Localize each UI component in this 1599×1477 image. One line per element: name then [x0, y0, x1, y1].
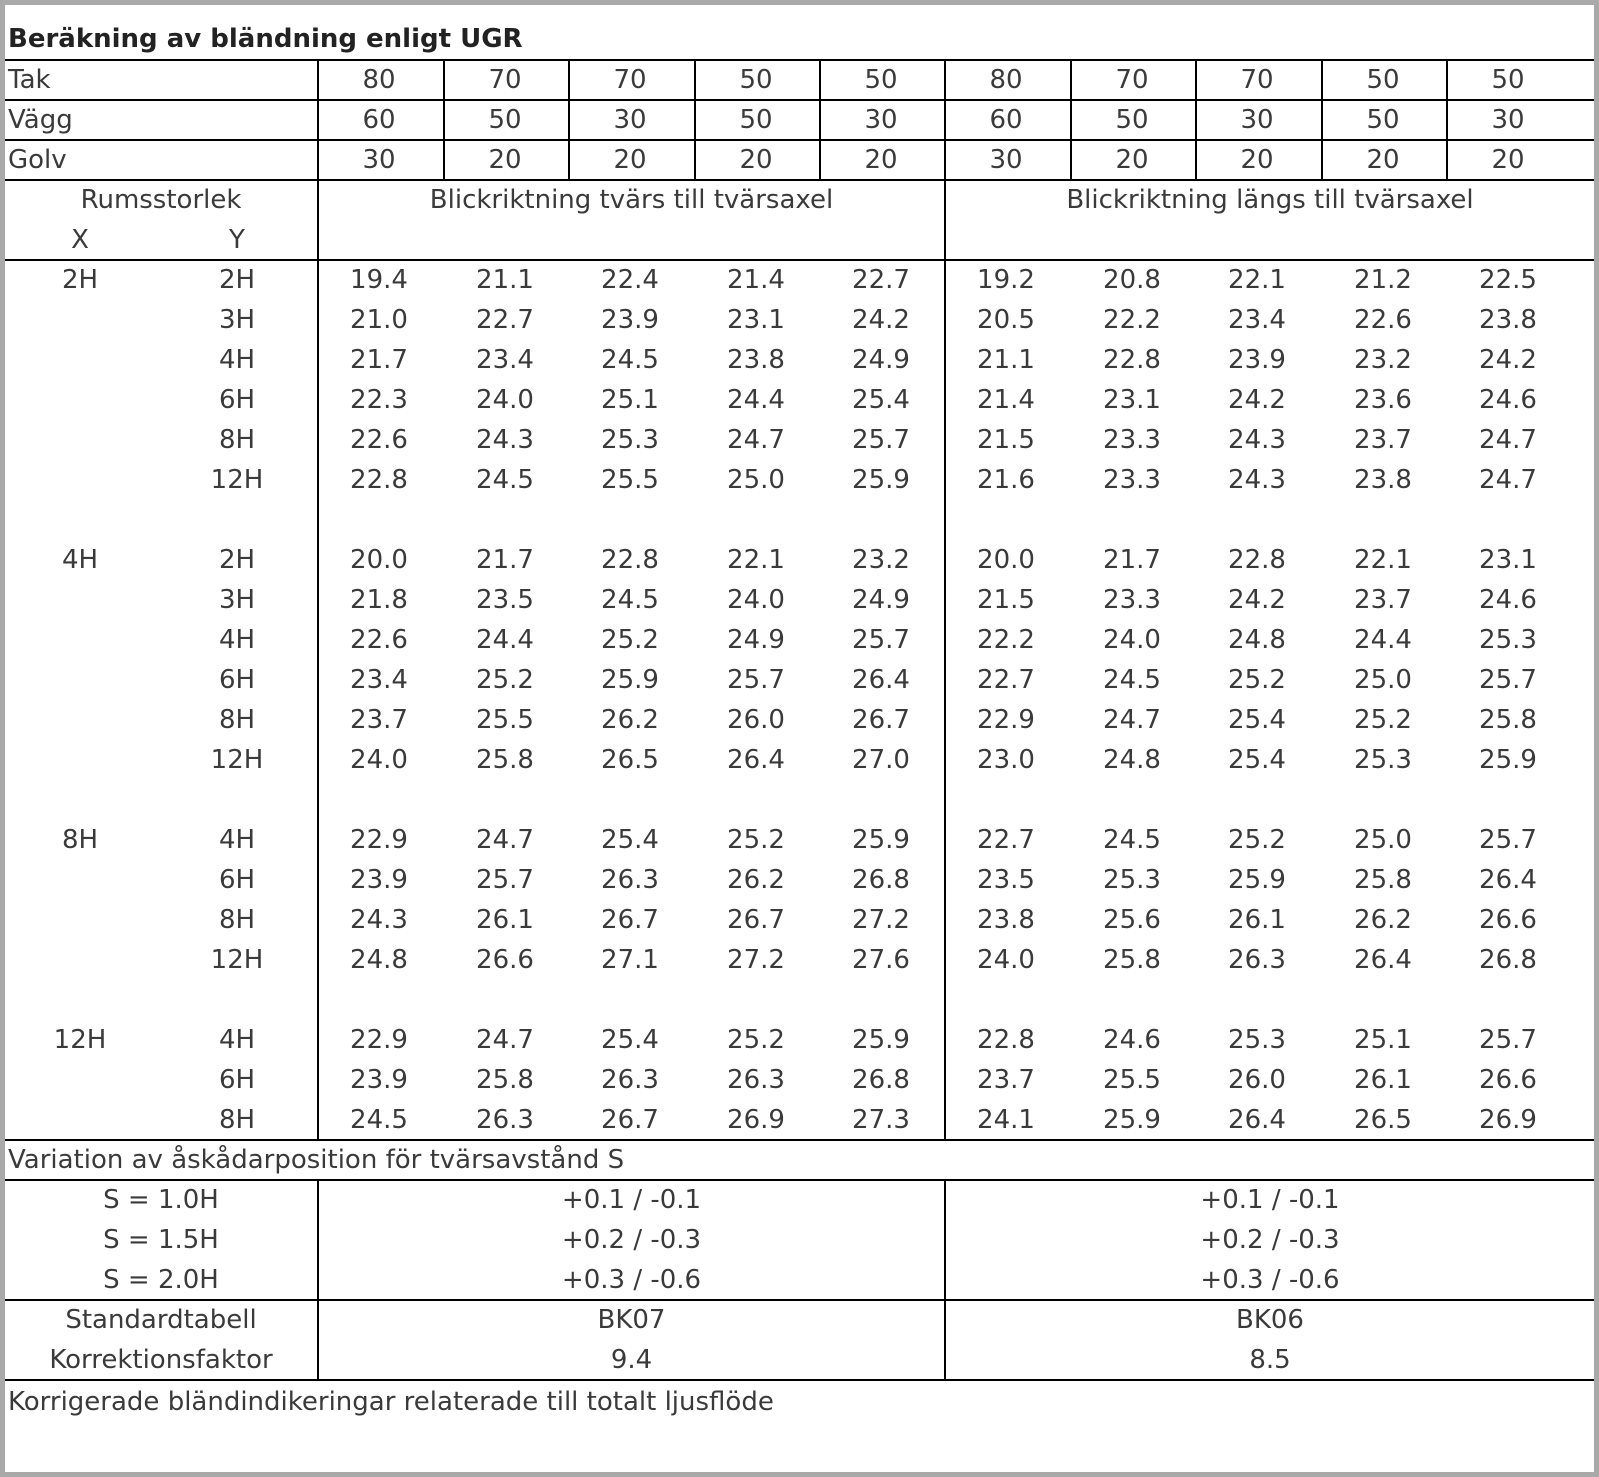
ugr-value: 24.5: [601, 345, 659, 375]
ugr-value: 24.9: [852, 345, 910, 375]
ugr-value: 19.2: [977, 265, 1035, 295]
reflectance-value: 20: [613, 145, 647, 175]
variation-value-along: +0.2 / -0.3: [1200, 1225, 1340, 1255]
ugr-value: 26.4: [727, 745, 785, 775]
ugr-value: 25.5: [476, 705, 534, 735]
ugr-value: 21.7: [476, 545, 534, 575]
ugr-value: 27.0: [852, 745, 910, 775]
direction-header-across: Blickriktning tvärs till tvärsaxel: [429, 185, 834, 215]
ugr-value: 26.9: [1479, 1105, 1537, 1135]
reflectance-value: 30: [989, 145, 1023, 175]
reflectance-divider: [568, 59, 570, 179]
reflectance-value: 70: [1240, 65, 1274, 95]
ugr-value: 25.1: [1354, 1025, 1412, 1055]
variation-label: S = 1.5H: [103, 1225, 219, 1255]
ugr-value: 25.2: [1228, 665, 1286, 695]
reflectance-value: 50: [1115, 105, 1149, 135]
reflectance-value: 30: [362, 145, 396, 175]
ugr-value: 25.0: [727, 465, 785, 495]
ugr-value: 24.0: [476, 385, 534, 415]
room-y-value: 4H: [218, 1025, 256, 1055]
reflectance-value: 30: [864, 105, 898, 135]
room-size-label: Rumsstorlek: [80, 185, 242, 215]
room-y-value: 4H: [218, 625, 256, 655]
reflectance-value: 50: [488, 105, 522, 135]
ugr-value: 24.4: [1354, 625, 1412, 655]
ugr-value: 24.3: [476, 425, 534, 455]
room-y-value: 2H: [218, 545, 256, 575]
ugr-value: 26.6: [1479, 1065, 1537, 1095]
ugr-value: 24.4: [476, 625, 534, 655]
room-y-value: 12H: [210, 465, 264, 495]
ugr-value: 22.6: [350, 425, 408, 455]
ugr-value: 25.8: [1479, 705, 1537, 735]
ugr-value: 26.5: [601, 745, 659, 775]
rule-mid: [944, 59, 946, 1139]
reflectance-divider: [694, 59, 696, 179]
ugr-value: 25.2: [1228, 825, 1286, 855]
reflectance-value: 50: [864, 65, 898, 95]
ugr-value: 20.8: [1103, 265, 1161, 295]
ugr-value: 19.4: [350, 265, 408, 295]
room-x-value: 8H: [61, 825, 99, 855]
ugr-value: 22.2: [1103, 305, 1161, 335]
ugr-value: 24.9: [852, 585, 910, 615]
ugr-value: 25.3: [1354, 745, 1412, 775]
ugr-value: 25.9: [852, 1025, 910, 1055]
reflectance-value: 20: [488, 145, 522, 175]
reflectance-value: 80: [362, 65, 396, 95]
room-y-value: 6H: [218, 865, 256, 895]
ugr-value: 26.0: [1228, 1065, 1286, 1095]
ugr-value: 25.1: [601, 385, 659, 415]
ugr-value: 22.5: [1479, 265, 1537, 295]
ugr-value: 23.1: [727, 305, 785, 335]
reflectance-value: 50: [739, 65, 773, 95]
ugr-value: 25.7: [727, 665, 785, 695]
ugr-value: 24.5: [1103, 665, 1161, 695]
reflectance-value: 20: [739, 145, 773, 175]
ugr-value: 25.7: [1479, 1025, 1537, 1055]
ugr-value: 23.7: [1354, 585, 1412, 615]
ugr-value: 21.4: [727, 265, 785, 295]
ugr-value: 24.0: [977, 945, 1035, 975]
reflectance-value: 70: [488, 65, 522, 95]
ugr-value: 26.1: [1354, 1065, 1412, 1095]
room-y-value: 12H: [210, 745, 264, 775]
ugr-value: 25.9: [601, 665, 659, 695]
ugr-value: 22.9: [350, 825, 408, 855]
standard-table-label: Standardtabell: [65, 1305, 257, 1335]
ugr-value: 22.9: [350, 1025, 408, 1055]
variation-value-across: +0.1 / -0.1: [561, 1185, 702, 1215]
ugr-value: 23.7: [1354, 425, 1412, 455]
ugr-value: 24.8: [350, 945, 408, 975]
ugr-value: 24.5: [350, 1105, 408, 1135]
ugr-value: 26.6: [1479, 905, 1537, 935]
standard-table-across: BK07: [597, 1305, 666, 1335]
ugr-value: 23.8: [1354, 465, 1412, 495]
ugr-value: 24.3: [350, 905, 408, 935]
ugr-value: 25.5: [601, 465, 659, 495]
variation-title: Variation av åskådarposition för tvärsavstånd S: [8, 1145, 625, 1175]
ugr-value: 21.1: [977, 345, 1035, 375]
ugr-value: 24.0: [727, 585, 785, 615]
ugr-value: 21.8: [350, 585, 408, 615]
ugr-value: 22.1: [1228, 265, 1286, 295]
room-y-value: 6H: [218, 665, 256, 695]
ugr-value: 26.0: [727, 705, 785, 735]
ugr-value: 25.7: [476, 865, 534, 895]
room-size-x-label: X: [71, 225, 89, 255]
reflectance-divider: [1446, 59, 1448, 179]
reflectance-value: 50: [739, 105, 773, 135]
footer-note: Korrigerade bländindikeringar relaterade till totalt ljusflöde: [8, 1387, 774, 1417]
ugr-value: 24.7: [476, 1025, 534, 1055]
ugr-value: 25.9: [1228, 865, 1286, 895]
room-x-value: 2H: [61, 265, 99, 295]
ugr-value: 26.3: [727, 1065, 785, 1095]
reflectance-value: 50: [1366, 65, 1400, 95]
ugr-value: 26.2: [601, 705, 659, 735]
ugr-value: 26.8: [1479, 945, 1537, 975]
ugr-value: 21.4: [977, 385, 1035, 415]
ugr-value: 23.5: [476, 585, 534, 615]
ugr-value: 25.8: [1103, 945, 1161, 975]
reflectance-value: 20: [864, 145, 898, 175]
ugr-value: 26.7: [852, 705, 910, 735]
correction-factor-label: Korrektionsfaktor: [49, 1345, 273, 1375]
ugr-value: 24.4: [727, 385, 785, 415]
ugr-value: 23.9: [350, 1065, 408, 1095]
ugr-value: 26.7: [601, 1105, 659, 1135]
ugr-value: 23.7: [977, 1065, 1035, 1095]
room-y-value: 3H: [218, 585, 256, 615]
ugr-value: 25.5: [1103, 1065, 1161, 1095]
ugr-value: 25.2: [1354, 705, 1412, 735]
correction-factor-along: 8.5: [1249, 1345, 1291, 1375]
ugr-value: 24.5: [476, 465, 534, 495]
ugr-value: 21.7: [1103, 545, 1161, 575]
ugr-value: 24.7: [1479, 425, 1537, 455]
ugr-value: 26.1: [1228, 905, 1286, 935]
ugr-value: 25.9: [852, 825, 910, 855]
rule-label-col: [317, 59, 319, 1139]
ugr-value: 23.2: [852, 545, 910, 575]
ugr-value: 25.9: [1479, 745, 1537, 775]
ugr-value: 26.7: [601, 905, 659, 935]
ugr-value: 26.1: [476, 905, 534, 935]
ugr-value: 23.3: [1103, 425, 1161, 455]
ugr-value: 24.5: [601, 585, 659, 615]
ugr-value: 23.2: [1354, 345, 1412, 375]
ugr-value: 24.6: [1103, 1025, 1161, 1055]
ugr-value: 27.3: [852, 1105, 910, 1135]
correction-factor-across: 9.4: [610, 1345, 653, 1375]
direction-header-along: Blickriktning längs till tvärsaxel: [1066, 185, 1474, 215]
ugr-value: 27.6: [852, 945, 910, 975]
ugr-value: 25.2: [601, 625, 659, 655]
ugr-value: 21.2: [1354, 265, 1412, 295]
ugr-value: 22.8: [977, 1025, 1035, 1055]
reflectance-value: 20: [1366, 145, 1400, 175]
ugr-value: 22.6: [1354, 305, 1412, 335]
ugr-value: 25.4: [601, 1025, 659, 1055]
ugr-value: 21.1: [476, 265, 534, 295]
ugr-value: 22.8: [350, 465, 408, 495]
room-y-value: 6H: [218, 385, 256, 415]
ugr-value: 27.2: [852, 905, 910, 935]
ugr-value: 25.3: [601, 425, 659, 455]
ugr-value: 24.2: [1228, 585, 1286, 615]
ugr-value: 26.8: [852, 1065, 910, 1095]
ugr-value: 26.4: [1228, 1105, 1286, 1135]
room-y-value: 6H: [218, 1065, 256, 1095]
ugr-value: 22.7: [476, 305, 534, 335]
reflectance-divider: [1195, 59, 1197, 179]
ugr-value: 24.7: [476, 825, 534, 855]
room-size-y-label: Y: [229, 225, 245, 255]
ugr-value: 22.1: [727, 545, 785, 575]
ugr-value: 25.6: [1103, 905, 1161, 935]
ugr-value: 25.8: [1354, 865, 1412, 895]
ugr-value: 21.7: [350, 345, 408, 375]
ugr-value: 26.3: [601, 1065, 659, 1095]
ugr-value: 26.7: [727, 905, 785, 935]
ugr-value: 25.7: [852, 425, 910, 455]
ugr-value: 26.8: [852, 865, 910, 895]
ugr-value: 25.0: [1354, 665, 1412, 695]
ugr-value: 23.4: [1228, 305, 1286, 335]
reflectance-label-golv: Golv: [8, 145, 67, 175]
reflectance-value: 70: [1115, 65, 1149, 95]
room-y-value: 8H: [218, 425, 256, 455]
ugr-value: 25.3: [1228, 1025, 1286, 1055]
ugr-value: 23.9: [350, 865, 408, 895]
room-y-value: 8H: [218, 1105, 256, 1135]
reflectance-value: 30: [613, 105, 647, 135]
ugr-value: 22.6: [350, 625, 408, 655]
reflectance-divider: [1321, 59, 1323, 179]
ugr-value: 21.0: [350, 305, 408, 335]
ugr-value: 24.8: [1103, 745, 1161, 775]
ugr-value: 26.4: [852, 665, 910, 695]
ugr-value: 26.3: [1228, 945, 1286, 975]
ugr-value: 25.3: [1103, 865, 1161, 895]
reflectance-divider: [819, 59, 821, 179]
ugr-value: 24.3: [1228, 465, 1286, 495]
room-y-value: 4H: [218, 825, 256, 855]
ugr-value: 22.1: [1354, 545, 1412, 575]
ugr-value: 25.7: [852, 625, 910, 655]
variation-label: S = 2.0H: [103, 1265, 219, 1295]
ugr-value: 20.0: [977, 545, 1035, 575]
ugr-value: 22.2: [977, 625, 1035, 655]
room-y-value: 4H: [218, 345, 256, 375]
ugr-value: 23.8: [1479, 305, 1537, 335]
ugr-value: 22.7: [977, 825, 1035, 855]
ugr-value: 24.3: [1228, 425, 1286, 455]
ugr-value: 25.2: [727, 825, 785, 855]
ugr-value: 24.2: [1479, 345, 1537, 375]
ugr-value: 23.7: [350, 705, 408, 735]
reflectance-value: 60: [362, 105, 396, 135]
reflectance-value: 20: [1115, 145, 1149, 175]
reflectance-value: 50: [1366, 105, 1400, 135]
ugr-value: 24.2: [852, 305, 910, 335]
ugr-value: 25.3: [1479, 625, 1537, 655]
ugr-value: 24.6: [1479, 585, 1537, 615]
variation-value-across: +0.2 / -0.3: [561, 1225, 702, 1255]
ugr-value: 26.3: [601, 865, 659, 895]
ugr-value: 27.1: [601, 945, 659, 975]
standard-table-along: BK06: [1236, 1305, 1304, 1335]
variation-value-along: +0.1 / -0.1: [1200, 1185, 1340, 1215]
ugr-value: 25.0: [1354, 825, 1412, 855]
reflectance-divider: [443, 59, 445, 179]
ugr-value: 22.7: [852, 265, 910, 295]
ugr-value: 26.6: [476, 945, 534, 975]
ugr-value: 25.8: [476, 1065, 534, 1095]
ugr-value: 23.9: [601, 305, 659, 335]
ugr-value: 27.2: [727, 945, 785, 975]
ugr-value: 25.2: [727, 1025, 785, 1055]
room-x-value: 4H: [61, 545, 99, 575]
ugr-value: 23.0: [977, 745, 1035, 775]
ugr-value: 22.7: [977, 665, 1035, 695]
ugr-value: 21.5: [977, 585, 1035, 615]
ugr-value: 24.7: [727, 425, 785, 455]
ugr-value: 23.5: [977, 865, 1035, 895]
reflectance-value: 80: [989, 65, 1023, 95]
ugr-value: 22.8: [1103, 345, 1161, 375]
ugr-value: 23.1: [1103, 385, 1161, 415]
ugr-value: 24.0: [1103, 625, 1161, 655]
ugr-value: 23.1: [1479, 545, 1537, 575]
room-x-value: 12H: [53, 1025, 107, 1055]
ugr-value: 26.4: [1354, 945, 1412, 975]
ugr-value: 24.0: [350, 745, 408, 775]
ugr-value: 23.3: [1103, 585, 1161, 615]
room-y-value: 8H: [218, 905, 256, 935]
variation-value-along: +0.3 / -0.6: [1200, 1265, 1340, 1295]
ugr-value: 23.4: [350, 665, 408, 695]
ugr-value: 24.6: [1479, 385, 1537, 415]
reflectance-value: 20: [1240, 145, 1274, 175]
ugr-value: 24.8: [1228, 625, 1286, 655]
ugr-value: 22.8: [1228, 545, 1286, 575]
ugr-value: 26.3: [476, 1105, 534, 1135]
ugr-value: 22.4: [601, 265, 659, 295]
variation-label: S = 1.0H: [103, 1185, 219, 1215]
reflectance-value: 30: [1491, 105, 1525, 135]
room-y-value: 2H: [218, 265, 256, 295]
ugr-value: 25.4: [1228, 745, 1286, 775]
ugr-value: 24.2: [1228, 385, 1286, 415]
ugr-value: 26.9: [727, 1105, 785, 1135]
reflectance-divider: [1070, 59, 1072, 179]
room-y-value: 3H: [218, 305, 256, 335]
ugr-value: 25.9: [1103, 1105, 1161, 1135]
ugr-value: 22.9: [977, 705, 1035, 735]
ugr-value: 26.4: [1479, 865, 1537, 895]
ugr-value: 26.2: [727, 865, 785, 895]
ugr-value: 24.7: [1103, 705, 1161, 735]
room-y-value: 12H: [210, 945, 264, 975]
variation-value-across: +0.3 / -0.6: [561, 1265, 702, 1295]
ugr-value: 20.5: [977, 305, 1035, 335]
ugr-value: 23.4: [476, 345, 534, 375]
ugr-value: 24.1: [977, 1105, 1035, 1135]
ugr-value: 25.9: [852, 465, 910, 495]
ugr-value: 25.4: [1228, 705, 1286, 735]
ugr-value: 23.8: [977, 905, 1035, 935]
ugr-value: 25.4: [852, 385, 910, 415]
ugr-value: 23.6: [1354, 385, 1412, 415]
reflectance-label-tak: Tak: [8, 65, 51, 95]
ugr-value: 21.6: [977, 465, 1035, 495]
ugr-value: 25.2: [476, 665, 534, 695]
ugr-value: 23.8: [727, 345, 785, 375]
ugr-value: 21.5: [977, 425, 1035, 455]
ugr-value: 20.0: [350, 545, 408, 575]
ugr-value: 24.5: [1103, 825, 1161, 855]
ugr-value: 25.7: [1479, 825, 1537, 855]
ugr-value: 25.4: [601, 825, 659, 855]
reflectance-label-vagg: Vägg: [8, 105, 73, 135]
ugr-value: 24.9: [727, 625, 785, 655]
reflectance-value: 70: [613, 65, 647, 95]
reflectance-value: 30: [1240, 105, 1274, 135]
ugr-value: 24.7: [1479, 465, 1537, 495]
reflectance-value: 20: [1491, 145, 1525, 175]
reflectance-value: 50: [1491, 65, 1525, 95]
reflectance-value: 60: [989, 105, 1023, 135]
table-title: Beräkning av bländning enligt UGR: [8, 24, 523, 54]
ugr-value: 26.2: [1354, 905, 1412, 935]
ugr-value: 26.5: [1354, 1105, 1412, 1135]
ugr-value: 25.8: [476, 745, 534, 775]
ugr-value: 23.9: [1228, 345, 1286, 375]
room-y-value: 8H: [218, 705, 256, 735]
ugr-value: 22.3: [350, 385, 408, 415]
ugr-value: 23.3: [1103, 465, 1161, 495]
ugr-value: 22.8: [601, 545, 659, 575]
ugr-value: 25.7: [1479, 665, 1537, 695]
